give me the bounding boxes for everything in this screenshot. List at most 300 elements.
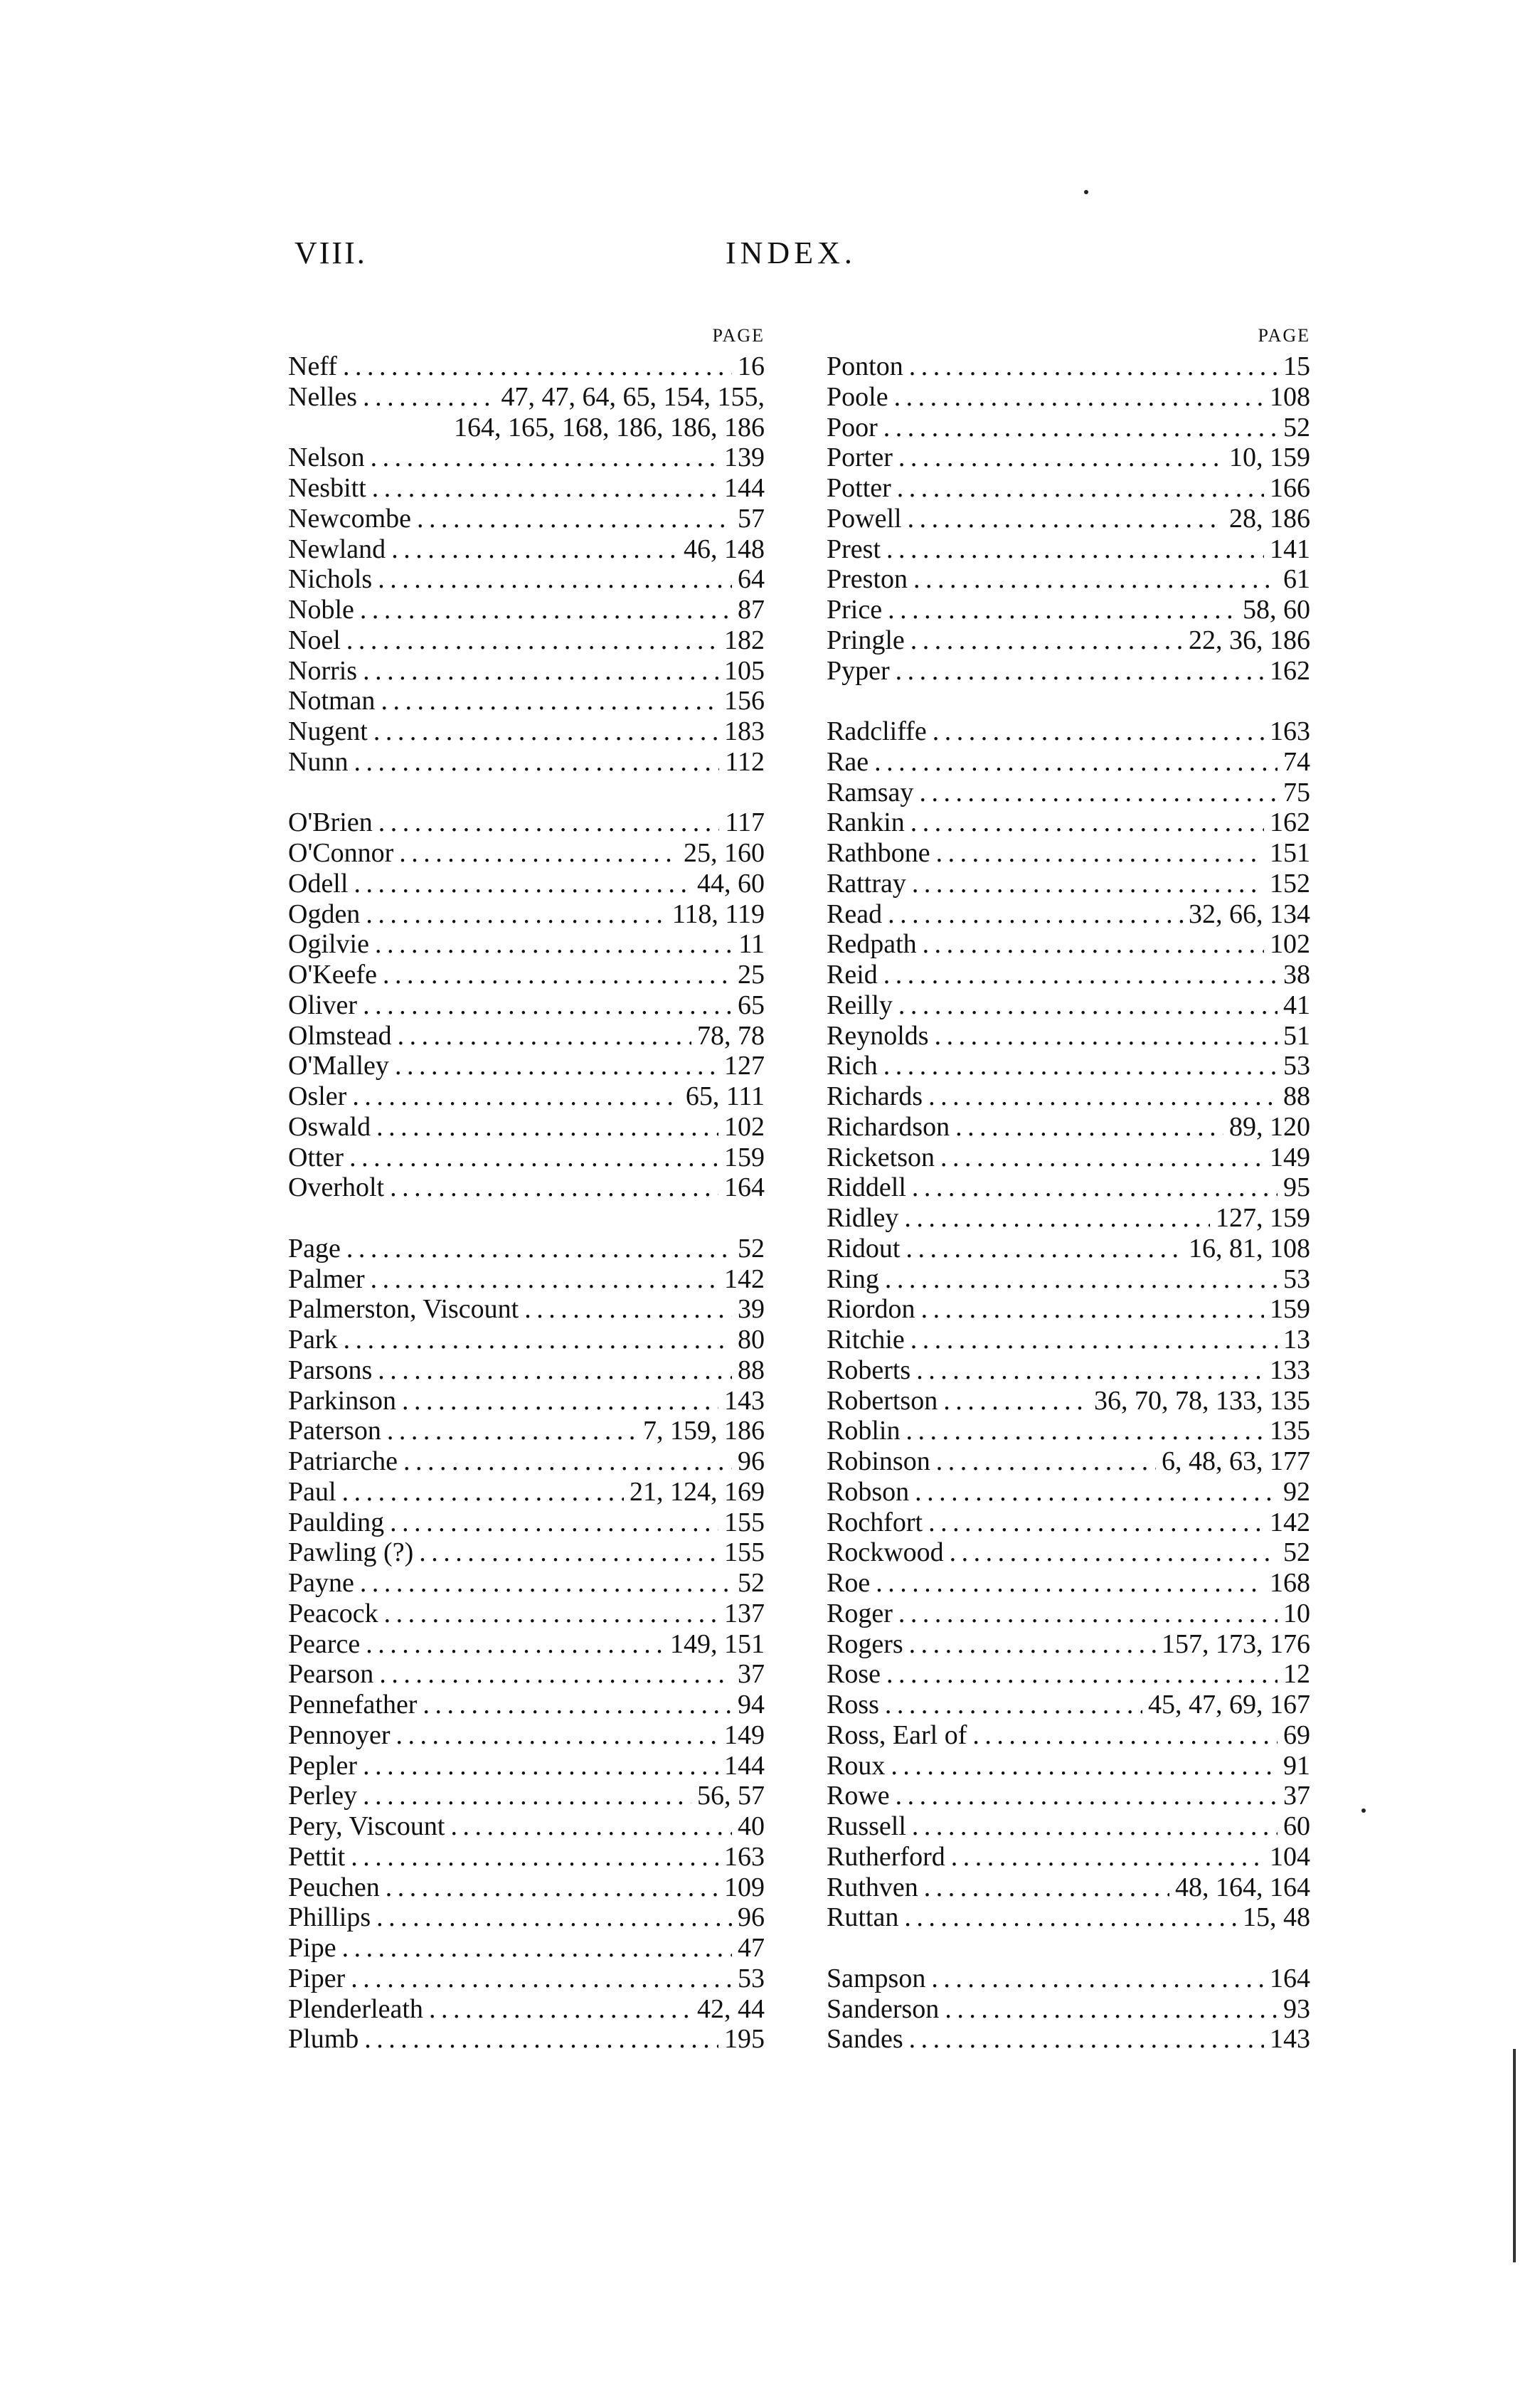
entry-name: Pennefather xyxy=(288,1690,418,1720)
dot-leader xyxy=(909,2024,1264,2055)
index-entry xyxy=(288,1234,765,1264)
entry-name: Nesbitt xyxy=(288,473,366,503)
dot-leader xyxy=(936,1446,1156,1477)
entry-name: Robson xyxy=(827,1476,910,1507)
dot-leader xyxy=(360,1568,732,1599)
entry-name: Palmerston, Viscount xyxy=(288,1294,519,1325)
entry-name: Pearson xyxy=(288,1659,374,1690)
dot-leader xyxy=(346,1234,732,1264)
entry-name: Powell xyxy=(827,503,902,534)
dot-leader xyxy=(354,869,691,899)
entry-name: Ogilvie xyxy=(288,929,369,960)
entry-pages: 155 xyxy=(724,1507,765,1537)
entry-pages: 15 xyxy=(1283,351,1310,381)
section-gap xyxy=(827,686,1310,716)
index-entry xyxy=(288,1690,765,1720)
entry-pages: 28, 186 xyxy=(1229,503,1310,534)
index-entry xyxy=(288,1811,765,1842)
dot-leader xyxy=(366,1629,664,1660)
index-entry xyxy=(288,1568,765,1599)
dot-leader xyxy=(352,1081,680,1112)
index-entry xyxy=(827,1112,1310,1143)
print-speck xyxy=(1084,190,1088,194)
entry-name: Reid xyxy=(827,960,878,990)
dot-leader xyxy=(923,929,1264,960)
index-entry xyxy=(288,473,765,504)
index-entry xyxy=(827,625,1310,656)
index-entry xyxy=(827,1477,1310,1508)
dot-leader xyxy=(874,747,1278,778)
index-entry xyxy=(288,1172,765,1203)
entry-name: Porter xyxy=(827,443,893,473)
index-entry xyxy=(288,1933,765,1964)
entry-pages: 47 xyxy=(738,1933,765,1963)
index-entry xyxy=(827,1872,1310,1903)
entry-pages: 104 xyxy=(1270,1841,1310,1872)
dot-leader xyxy=(378,564,732,595)
entry-pages: 12 xyxy=(1283,1659,1310,1690)
index-entry xyxy=(827,869,1310,899)
entry-name: Ritchie xyxy=(827,1325,905,1355)
dot-leader xyxy=(346,625,718,656)
dot-leader xyxy=(883,960,1278,990)
entry-name: Rochfort xyxy=(827,1507,923,1537)
entry-pages: 40 xyxy=(738,1811,765,1841)
entry-name: Pyper xyxy=(827,655,890,686)
index-entry xyxy=(288,1386,765,1416)
dot-leader xyxy=(931,1964,1264,1994)
entry-pages: 78, 78 xyxy=(697,1020,765,1051)
entry-name: Peacock xyxy=(288,1598,378,1628)
index-entries xyxy=(827,351,1310,2055)
index-entry xyxy=(288,1659,765,1690)
entry-pages: 87 xyxy=(738,595,765,625)
index-entry xyxy=(288,1477,765,1508)
index-entry xyxy=(288,1994,765,2025)
dot-leader xyxy=(943,1386,1088,1416)
entry-name: Perley xyxy=(288,1781,358,1811)
entry-name: O'Keefe xyxy=(288,960,377,990)
dot-leader xyxy=(450,1811,732,1842)
dot-leader xyxy=(373,716,718,747)
dot-leader xyxy=(381,686,718,716)
entry-pages: 89, 120 xyxy=(1229,1111,1310,1142)
index-entry xyxy=(827,1994,1310,2025)
index-entry xyxy=(288,504,765,534)
index-entry xyxy=(827,716,1310,747)
entry-pages: 143 xyxy=(1270,2024,1310,2055)
entry-pages: 53 xyxy=(1283,1051,1310,1081)
entry-name: Pawling (?) xyxy=(288,1537,414,1568)
index-entry xyxy=(288,960,765,990)
entry-name: Sandes xyxy=(827,2024,903,2055)
entry-pages: 48, 164, 164 xyxy=(1175,1872,1310,1902)
entry-pages: 142 xyxy=(724,1263,765,1294)
index-column-right xyxy=(827,320,1310,2055)
dot-leader xyxy=(913,564,1278,595)
index-entry xyxy=(288,2024,765,2055)
entry-name: Riordon xyxy=(827,1294,915,1325)
print-speck xyxy=(1361,1808,1366,1813)
entry-name: Richardson xyxy=(827,1111,950,1142)
entry-pages: 38 xyxy=(1283,960,1310,990)
index-entry xyxy=(827,595,1310,625)
index-entry xyxy=(288,1872,765,1903)
index-entry xyxy=(288,1508,765,1538)
entry-name: Price xyxy=(827,595,883,625)
entry-name: Poor xyxy=(827,412,878,443)
entry-name: Richards xyxy=(827,1081,923,1111)
index-entry xyxy=(288,929,765,960)
dot-leader xyxy=(360,595,732,625)
entry-pages: 144 xyxy=(724,473,765,503)
index-entry xyxy=(827,1964,1310,1994)
entry-name: Plumb xyxy=(288,2024,359,2055)
entry-pages: 164 xyxy=(724,1172,765,1203)
entry-name: Prest xyxy=(827,534,881,564)
index-entry xyxy=(288,747,765,778)
index-entry xyxy=(827,656,1310,687)
dot-leader xyxy=(921,1294,1264,1325)
index-entry xyxy=(288,1751,765,1781)
entry-name: Ruthven xyxy=(827,1872,918,1902)
index-entry xyxy=(288,686,765,716)
dot-leader xyxy=(891,1751,1278,1781)
entry-pages: 102 xyxy=(1270,929,1310,960)
entry-pages: 75 xyxy=(1283,777,1310,807)
index-entry xyxy=(288,1902,765,1933)
entry-pages: 37 xyxy=(1283,1781,1310,1811)
index-entry xyxy=(827,504,1310,534)
entry-name: Ramsay xyxy=(827,777,914,807)
index-entry xyxy=(288,807,765,838)
entry-name: Reilly xyxy=(827,990,893,1020)
entry-name: Roger xyxy=(827,1598,893,1628)
entry-pages: 149 xyxy=(1270,1142,1310,1172)
dot-leader xyxy=(945,1994,1278,2025)
index-entry xyxy=(288,1021,765,1051)
entry-pages: 53 xyxy=(738,1963,765,1993)
dot-leader xyxy=(896,1781,1278,1811)
index-entry xyxy=(827,1021,1310,1051)
dot-leader xyxy=(387,1416,637,1446)
index-entry xyxy=(827,1416,1310,1446)
dot-leader xyxy=(928,1508,1264,1538)
dot-leader xyxy=(933,716,1264,747)
entry-name: Nelles xyxy=(288,381,358,412)
dot-leader xyxy=(924,1872,1169,1903)
index-entry xyxy=(827,838,1310,869)
index-entry xyxy=(827,1325,1310,1355)
entry-name: Olmstead xyxy=(288,1020,392,1051)
index-entry xyxy=(288,656,765,687)
entry-pages: 64 xyxy=(738,564,765,595)
entry-pages: 53 xyxy=(1283,1263,1310,1294)
dot-leader xyxy=(935,1021,1278,1051)
dot-leader xyxy=(894,382,1264,413)
index-entry xyxy=(827,1172,1310,1203)
dot-leader xyxy=(343,351,732,382)
entry-pages: 93 xyxy=(1283,1993,1310,2024)
dot-leader xyxy=(372,473,718,504)
entry-name: Ponton xyxy=(827,351,903,381)
index-entry xyxy=(827,351,1310,382)
index-entry xyxy=(288,351,765,382)
entry-name: Pennoyer xyxy=(288,1720,391,1750)
index-entry xyxy=(827,747,1310,778)
dot-leader xyxy=(419,1537,718,1568)
entry-pages: 105 xyxy=(724,655,765,686)
entry-name: Paterson xyxy=(288,1416,381,1446)
entry-pages: 168 xyxy=(1270,1568,1310,1598)
dot-leader xyxy=(342,1933,732,1964)
dot-leader xyxy=(951,1842,1264,1872)
index-entry xyxy=(288,990,765,1021)
dot-leader xyxy=(375,929,733,960)
dot-leader xyxy=(384,1599,718,1629)
entry-pages: 41 xyxy=(1283,990,1310,1020)
entry-name: Pearce xyxy=(288,1628,361,1659)
entry-pages: 56, 57 xyxy=(697,1781,765,1811)
index-entry xyxy=(827,1659,1310,1690)
entry-name: Noble xyxy=(288,595,354,625)
entry-name: Paulding xyxy=(288,1507,385,1537)
entry-pages: 88 xyxy=(1283,1081,1310,1111)
index-entry xyxy=(827,1690,1310,1720)
entry-pages: 96 xyxy=(738,1902,765,1933)
entry-pages: 52 xyxy=(738,1233,765,1263)
index-entry xyxy=(288,625,765,656)
dot-leader xyxy=(936,838,1264,869)
entry-pages: 155 xyxy=(724,1537,765,1568)
dot-leader xyxy=(402,1386,718,1416)
dot-leader xyxy=(403,1446,732,1477)
entry-pages: 57 xyxy=(738,503,765,534)
entry-pages: 7, 159, 186 xyxy=(643,1416,765,1446)
index-entry xyxy=(288,1264,765,1295)
entry-name: Roux xyxy=(827,1750,886,1781)
entry-pages: 159 xyxy=(724,1142,765,1172)
dot-leader xyxy=(910,1325,1278,1355)
dot-leader xyxy=(897,473,1264,504)
entry-name: Ridley xyxy=(827,1203,899,1233)
dot-leader xyxy=(351,1964,732,1994)
entry-pages: 92 xyxy=(1283,1476,1310,1507)
entry-pages: 112 xyxy=(725,746,765,777)
dot-leader xyxy=(364,2024,718,2055)
index-entry xyxy=(827,1781,1310,1811)
entry-name: Ridout xyxy=(827,1233,901,1263)
entry-pages: 80 xyxy=(738,1325,765,1355)
entry-pages: 91 xyxy=(1283,1750,1310,1781)
entry-name: Riddell xyxy=(827,1172,906,1203)
dot-leader xyxy=(396,1720,718,1751)
entry-name: Park xyxy=(288,1325,338,1355)
index-entry xyxy=(827,1599,1310,1629)
entry-pages: 52 xyxy=(1283,412,1310,443)
entry-pages: 58, 60 xyxy=(1243,595,1310,625)
entry-pages: 94 xyxy=(738,1690,765,1720)
dot-leader xyxy=(378,807,720,838)
entry-pages: 144 xyxy=(724,1750,765,1781)
dot-leader xyxy=(351,1842,718,1872)
entry-name: Pepler xyxy=(288,1750,358,1781)
section-gap xyxy=(288,1203,765,1234)
entry-pages: 61 xyxy=(1283,564,1310,595)
dot-leader xyxy=(363,1751,718,1781)
entry-name: Nelson xyxy=(288,443,365,473)
entry-pages: 52 xyxy=(738,1568,765,1598)
dot-leader xyxy=(524,1294,732,1325)
entry-name: Rowe xyxy=(827,1781,890,1811)
index-entry xyxy=(827,1902,1310,1933)
index-entry xyxy=(827,1081,1310,1112)
entry-name: Payne xyxy=(288,1568,354,1598)
entry-pages: 157, 173, 176 xyxy=(1162,1628,1310,1659)
entry-pages: 88 xyxy=(738,1355,765,1385)
index-column-left xyxy=(288,320,765,2055)
entry-pages: 127 xyxy=(724,1051,765,1081)
dot-leader xyxy=(888,899,1183,930)
entry-name: Nugent xyxy=(288,716,368,746)
index-entry xyxy=(827,1143,1310,1173)
index-entry xyxy=(827,929,1310,960)
entry-pages: 156 xyxy=(724,686,765,716)
index-entry xyxy=(827,443,1310,473)
entry-pages: 108 xyxy=(1270,381,1310,412)
entry-name: Rich xyxy=(827,1051,878,1081)
entry-name: Rattray xyxy=(827,868,906,899)
entry-pages: 96 xyxy=(738,1446,765,1476)
entry-name: Paul xyxy=(288,1476,336,1507)
entry-pages: 44, 60 xyxy=(697,868,765,899)
index-entry xyxy=(827,1203,1310,1234)
index-entry xyxy=(288,1629,765,1660)
entry-pages: 10, 159 xyxy=(1229,443,1310,473)
entry-pages: 13 xyxy=(1283,1325,1310,1355)
dot-leader xyxy=(376,1112,718,1143)
index-entries xyxy=(288,351,765,2055)
entry-name: Plenderleath xyxy=(288,1993,423,2024)
dot-leader xyxy=(417,504,732,534)
dot-leader xyxy=(904,1203,1210,1234)
entry-pages: 151 xyxy=(1270,838,1310,868)
entry-pages: 133 xyxy=(1270,1355,1310,1385)
entry-name: Ring xyxy=(827,1263,879,1294)
dot-leader xyxy=(395,1051,718,1081)
dot-leader xyxy=(915,1477,1278,1508)
entry-pages: 60 xyxy=(1283,1811,1310,1841)
dot-leader xyxy=(391,534,678,565)
dot-leader xyxy=(376,1902,732,1933)
index-entry xyxy=(827,1051,1310,1081)
index-entry xyxy=(288,1964,765,1994)
dot-leader xyxy=(910,625,1183,656)
entry-pages: 162 xyxy=(1270,807,1310,838)
entry-name: Pipe xyxy=(288,1933,336,1963)
dot-leader xyxy=(896,656,1264,687)
index-entry xyxy=(288,564,765,595)
dot-leader xyxy=(919,778,1278,808)
entry-pages: 51 xyxy=(1283,1020,1310,1051)
entry-pages: 47, 47, 64, 65, 154, 155, xyxy=(501,381,765,412)
entry-name: Notman xyxy=(288,686,376,716)
page-folio: VIII. xyxy=(294,235,367,270)
entry-pages: 183 xyxy=(724,716,765,746)
entry-name: Rankin xyxy=(827,807,905,838)
dot-leader xyxy=(371,1264,718,1295)
dot-leader xyxy=(886,534,1264,565)
index-entry xyxy=(827,1568,1310,1599)
dot-leader xyxy=(955,1112,1223,1143)
entry-pages: 162 xyxy=(1270,655,1310,686)
index-entry xyxy=(827,1537,1310,1568)
entry-pages: 65 xyxy=(738,990,765,1020)
entry-name: Roberts xyxy=(827,1355,911,1385)
index-entry xyxy=(288,1355,765,1386)
entry-name: O'Brien xyxy=(288,807,373,838)
entry-pages: 16, 81, 108 xyxy=(1189,1233,1310,1263)
entry-name: Rae xyxy=(827,746,869,777)
entry-name: Nichols xyxy=(288,564,373,595)
index-entry xyxy=(288,1416,765,1446)
dot-leader xyxy=(344,1325,732,1355)
dot-leader xyxy=(904,1902,1237,1933)
entry-pages: 21, 124, 169 xyxy=(630,1476,765,1507)
index-entry xyxy=(827,778,1310,808)
dot-leader xyxy=(349,1143,718,1173)
dot-leader xyxy=(950,1537,1278,1568)
index-entry xyxy=(288,1112,765,1143)
index-entry xyxy=(288,1325,765,1355)
index-entry xyxy=(288,1599,765,1629)
dot-leader xyxy=(398,1021,691,1051)
entry-name: Russell xyxy=(827,1811,906,1841)
entry-name: Pery, Viscount xyxy=(288,1811,445,1841)
index-entry xyxy=(827,1720,1310,1751)
entry-pages: 102 xyxy=(724,1111,765,1142)
index-entry xyxy=(827,1751,1310,1781)
entry-name: Ricketson xyxy=(827,1142,935,1172)
entry-pages: 37 xyxy=(738,1659,765,1690)
dot-leader xyxy=(898,990,1278,1021)
entry-pages: 46, 148 xyxy=(684,534,765,564)
dot-leader xyxy=(363,656,718,687)
entry-name: Rutherford xyxy=(827,1841,945,1872)
index-entry xyxy=(288,1781,765,1811)
entry-name: Palmer xyxy=(288,1263,365,1294)
entry-name: Parkinson xyxy=(288,1385,396,1416)
entry-name: Sanderson xyxy=(827,1993,940,2024)
index-entry xyxy=(288,1537,765,1568)
entry-pages: 143 xyxy=(724,1385,765,1416)
dot-leader xyxy=(390,1508,718,1538)
dot-leader xyxy=(972,1720,1278,1751)
index-entry xyxy=(827,1811,1310,1842)
entry-name: Ogden xyxy=(288,899,361,929)
entry-name: Newcombe xyxy=(288,503,412,534)
index-entry xyxy=(288,869,765,899)
entry-pages: 22, 36, 186 xyxy=(1189,625,1310,655)
entry-name: Ross, Earl of xyxy=(827,1720,967,1750)
entry-pages: 164, 165, 168, 186, 186, 186 xyxy=(454,412,765,443)
index-entry xyxy=(288,1081,765,1112)
dot-leader xyxy=(928,1081,1278,1112)
entry-pages: 141 xyxy=(1270,534,1310,564)
index-entry xyxy=(827,960,1310,990)
entry-name: Osler xyxy=(288,1081,347,1111)
index-entry xyxy=(827,1264,1310,1295)
